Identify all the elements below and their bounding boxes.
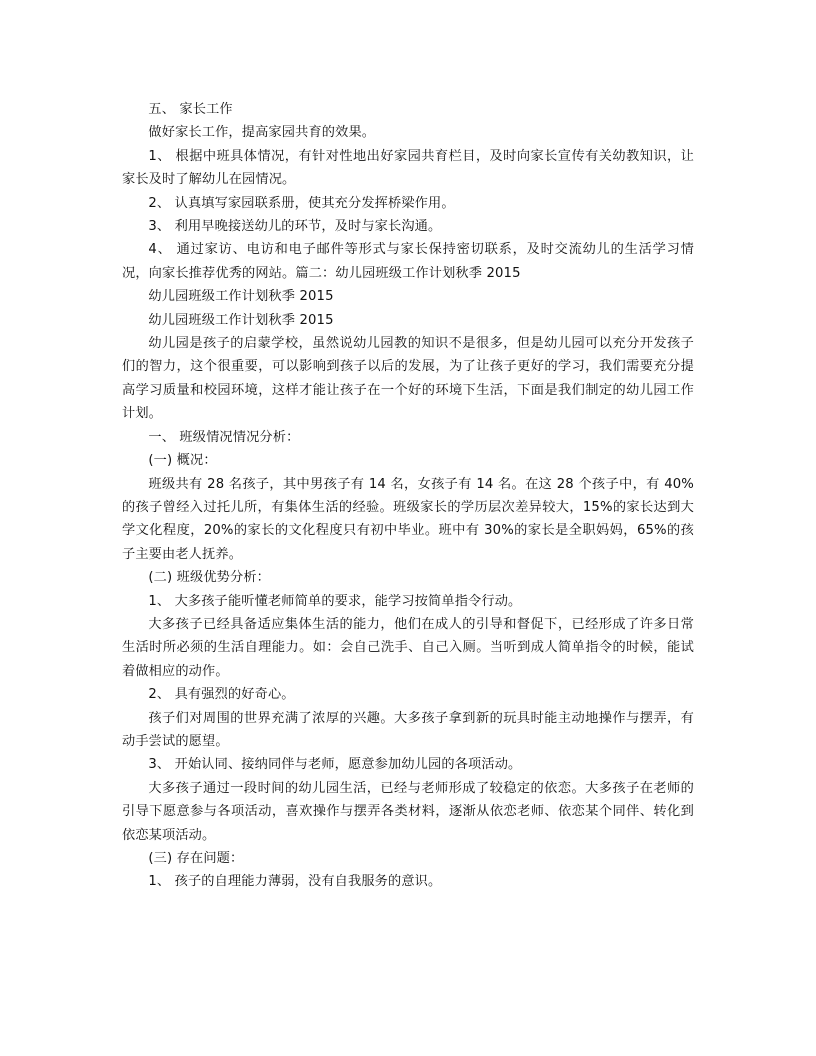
- advantage-item-3: 3、 开始认同、接纳同伴与老师，愿意参加幼儿园的各项活动。: [148, 757, 522, 773]
- advantage-item-2: 2、 具有强烈的好奇心。: [148, 687, 295, 703]
- list-item-4: 4、 通过家访、电访和电子邮件等形式与家长保持密切联系，及时交流幼儿的生活学习情况，向家长推荐优秀的网站。篇二：幼儿园班级工作计划秋季 2015: [122, 242, 694, 281]
- section-heading-class-analysis: 一、 班级情况情况分析：: [148, 429, 300, 445]
- subheading-overview: (一) 概况：: [148, 453, 217, 469]
- subheading-problems: (三) 存在问题：: [148, 851, 244, 866]
- list-item-1: 1、 根据中班具体情况，有针对性地出好家园共育栏目，及时向家长宣传有关幼教知识，让家长及时了解幼儿在园情况。: [122, 148, 694, 188]
- advantage-item-1: 1、 大多孩子能听懂老师简单的要求，能学习按简单指令行动。: [148, 593, 522, 609]
- plan-title-1: 幼儿园班级工作计划秋季 2015: [148, 289, 334, 305]
- list-item-2: 2、 认真填写家园联系册，使其充分发挥桥梁作用。: [148, 195, 455, 211]
- document-body: [122, 98, 694, 894]
- list-item-3: 3、 利用早晚接送幼儿的环节，及时与家长沟通。: [148, 219, 442, 235]
- section-heading-parent-work: 五、 家长工作: [148, 102, 233, 117]
- paragraph-advantage-3: 大多孩子通过一段时间的幼儿园生活，已经与老师形成了较稳定的依恋。大多孩子在老师的引导下愿意参与各项活动，喜欢操作与摆弄各类材料，逐渐从依恋老师、依恋某个同伴、转化到依恋某项活动。: [122, 780, 694, 843]
- paragraph-advantage-2: 孩子们对周围的世界充满了浓厚的兴趣。大多孩子拿到新的玩具时能主动地操作与摆弄，有动手尝试的愿望。: [122, 710, 694, 749]
- problem-item-1: 1、 孩子的自理能力薄弱，没有自我服务的意识。: [148, 874, 442, 890]
- paragraph-overview: 班级共有 28 名孩子，其中男孩子有 14 名，女孩子有 14 名。在这 28 个孩子中，有 40%的孩子曾经入过托儿所，有集体生活的经验。班级家长的学历层次差异较大，15%的家长达到大学文化程度，20%的家长的文化程度只有初中毕业。班中有 30%的家长是全职妈妈，65%的孩子主要由老人抚养。: [122, 476, 694, 562]
- paragraph-advantage-1: 大多孩子已经具备适应集体生活的能力，他们在成人的引导和督促下，已经形成了许多日常生活时所必须的生活自理能力。如：会自己洗手、自己入厕。当听到成人简单指令的时候，能试着做相应的动作。: [122, 616, 694, 679]
- paragraph-parent-work-goal: 做好家长工作，提高家园共育的效果。: [148, 125, 376, 141]
- paragraph-intro: 幼儿园是孩子的启蒙学校，虽然说幼儿园教的知识不是很多，但是幼儿园可以充分开发孩子们的智力，这个很重要，可以影响到孩子以后的发展，为了让孩子更好的学习，我们需要充分提高学习质量和校园环境，这样才能让孩子在一个好的环境下生活，下面是我们制定的幼儿园工作计划。: [122, 336, 694, 422]
- plan-title-2: 幼儿园班级工作计划秋季 2015: [148, 312, 334, 328]
- subheading-advantages: (二) 班级优势分析：: [148, 570, 271, 586]
